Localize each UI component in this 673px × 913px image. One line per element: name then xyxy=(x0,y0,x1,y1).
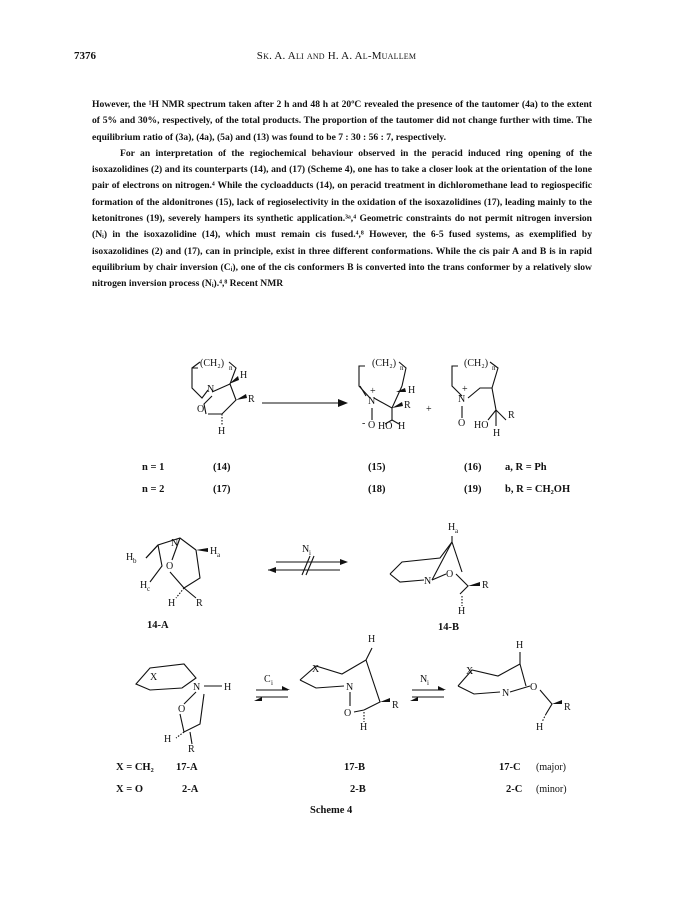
svg-text:+: + xyxy=(370,386,376,397)
svg-text:H: H xyxy=(408,385,416,396)
svg-text:c: c xyxy=(147,585,151,593)
svg-text:a: a xyxy=(217,551,221,559)
label-17-C: 17-C xyxy=(499,762,521,773)
svg-text:HO: HO xyxy=(378,421,393,432)
svg-text:O: O xyxy=(530,682,538,693)
svg-text:O: O xyxy=(166,561,174,572)
svg-text:R: R xyxy=(404,400,411,411)
svg-text:X: X xyxy=(312,664,320,675)
label-17-B: 17-B xyxy=(344,762,365,773)
substituent-a: a, R = Ph xyxy=(505,462,547,473)
svg-text:H: H xyxy=(126,552,134,563)
svg-text:H: H xyxy=(224,682,232,693)
compound-14-label: (14) xyxy=(213,462,231,473)
running-head: Sk. A. Ali and H. A. Al-Muallem xyxy=(256,50,417,62)
svg-text:R: R xyxy=(248,394,255,405)
svg-text:N: N xyxy=(424,576,432,587)
svg-text:O: O xyxy=(344,708,352,719)
svg-text:O: O xyxy=(368,420,376,431)
label-2-C: 2-C xyxy=(506,784,523,795)
structure-14-A xyxy=(126,538,221,609)
svg-text:H: H xyxy=(164,734,172,745)
svg-text:R: R xyxy=(482,580,489,591)
ni-label-row3: N xyxy=(420,674,428,685)
svg-text:X: X xyxy=(466,666,474,677)
ni-sub-row2: i xyxy=(309,549,311,557)
compound-17-label: (17) xyxy=(213,484,231,495)
svg-text:N: N xyxy=(368,396,376,407)
paragraph-1: However, the ¹H NMR spectrum taken after 2 h and 48 h at 20ºC revealed the presence of the tautomer (4a) to the extent of 5% and 30%, respectively, of the total products. The proportion of the tautomer did not change further with time. The equilibrium ratio of (3a), (4a), (5a) and (13) was found to be 7 : 30 : 56 : 7, respectively. xyxy=(92,99,592,143)
svg-text:R: R xyxy=(508,410,515,421)
svg-text:R: R xyxy=(564,702,571,713)
structure-16 xyxy=(452,358,515,439)
structure-14 xyxy=(192,358,255,437)
svg-text:N: N xyxy=(171,538,179,549)
svg-text:R: R xyxy=(188,744,195,755)
svg-text:N: N xyxy=(458,394,466,405)
label-2-B: 2-B xyxy=(350,784,366,795)
label-14-A: 14-A xyxy=(147,620,169,631)
svg-text:n: n xyxy=(400,364,404,372)
plus-sign: + xyxy=(426,404,432,415)
svg-text:H: H xyxy=(360,722,368,733)
paragraph-2: For an interpretation of the regiochemical behaviour observed in the peracid induced ring opening of the isoxazolidines (2) and its counterparts (14), and (17) (Scheme 4), one has to take a closer look at the orientation of the lone pair of electrons on nitrogen.⁴ While the cycloadducts (14), on peracid treatment in dichloromethane lead to regiospecific formation of the aldonitrones (15), lack of regioselectivity in the oxidation of the isoxazolidines (17), leading mainly to the ketonitrones (19), severely hampers its synthetic application.³ᵃ,⁴ Geometric constraints do not permit nitrogen inversion (Nᵢ) in the isoxazolidine (14), which must remain cis fused.⁴,⁸ However, the 6-5 fused systems, as exemplified by isoxazolidines (2) and (17), can in principle, exist in three different conformations. While the cis pair A and B is in rapid equilibrium by chair inversion (Cᵢ), one of the cis conformers B is converted into the trans conformer by a relatively slow nitrogen inversion process (Nᵢ).⁴,⁸ Recent NMR xyxy=(92,147,592,290)
svg-text:b: b xyxy=(133,557,137,565)
svg-text:-: - xyxy=(362,418,366,429)
compound-16-label: (16) xyxy=(464,462,482,473)
substituent-b: b, R = CH₂OH xyxy=(505,484,571,495)
structure-17-B xyxy=(300,634,399,733)
structure-17-A xyxy=(136,664,231,755)
label-minor: (minor) xyxy=(536,784,567,795)
reaction-arrow xyxy=(262,399,348,407)
svg-text:N: N xyxy=(502,688,510,699)
page-number: 7376 xyxy=(74,50,96,62)
svg-text:H: H xyxy=(398,421,406,432)
label-x-o: X = O xyxy=(116,784,143,795)
svg-text:R: R xyxy=(196,598,203,609)
svg-text:H: H xyxy=(168,598,176,609)
svg-text:R: R xyxy=(392,700,399,711)
nitrogen-inversion-arrow xyxy=(410,674,446,701)
ni-sub-row3: i xyxy=(427,679,429,687)
svg-text:X: X xyxy=(150,672,158,683)
svg-text:H: H xyxy=(516,640,524,651)
svg-text:N: N xyxy=(346,682,354,693)
svg-text:(CH₂): (CH₂) xyxy=(200,358,225,369)
structure-15 xyxy=(359,358,415,432)
compound-19-label: (19) xyxy=(464,484,482,495)
label-x-ch2: X = CH₂ xyxy=(116,762,154,773)
svg-text:H: H xyxy=(448,522,456,533)
svg-text:O: O xyxy=(446,569,454,580)
svg-text:a: a xyxy=(455,527,459,535)
scheme-caption: Scheme 4 xyxy=(310,805,353,816)
svg-text:H: H xyxy=(140,580,148,591)
svg-text:N: N xyxy=(193,682,201,693)
label-n1: n = 1 xyxy=(142,462,165,473)
compound-18-label: (18) xyxy=(368,484,386,495)
svg-text:H: H xyxy=(458,606,466,617)
svg-text:H: H xyxy=(368,634,376,645)
svg-text:n: n xyxy=(492,364,496,372)
structure-17-C xyxy=(458,640,571,733)
label-14-B: 14-B xyxy=(438,622,459,633)
ci-label: C xyxy=(264,674,271,685)
label-major: (major) xyxy=(536,762,566,773)
svg-text:+: + xyxy=(462,384,468,395)
svg-text:HO: HO xyxy=(474,420,489,431)
svg-text:O: O xyxy=(197,404,205,415)
label-17-A: 17-A xyxy=(176,762,198,773)
svg-text:H: H xyxy=(536,722,544,733)
svg-text:N: N xyxy=(207,384,215,395)
ci-sub: i xyxy=(271,679,273,687)
svg-text:(CH₂): (CH₂) xyxy=(464,358,489,369)
compound-15-label: (15) xyxy=(368,462,386,473)
svg-text:H: H xyxy=(218,426,226,437)
svg-text:n: n xyxy=(229,364,233,372)
svg-text:(CH₂): (CH₂) xyxy=(372,358,397,369)
svg-text:O: O xyxy=(178,704,186,715)
svg-text:H: H xyxy=(240,370,248,381)
label-2-A: 2-A xyxy=(182,784,199,795)
blocked-equilibrium-arrow xyxy=(268,544,348,575)
label-n2: n = 2 xyxy=(142,484,165,495)
svg-text:H: H xyxy=(493,428,501,439)
ni-label-row2: N xyxy=(302,544,310,555)
svg-text:H: H xyxy=(210,546,218,557)
chair-inversion-arrow xyxy=(254,674,290,701)
svg-text:O: O xyxy=(458,418,466,429)
structure-14-B xyxy=(390,522,489,617)
